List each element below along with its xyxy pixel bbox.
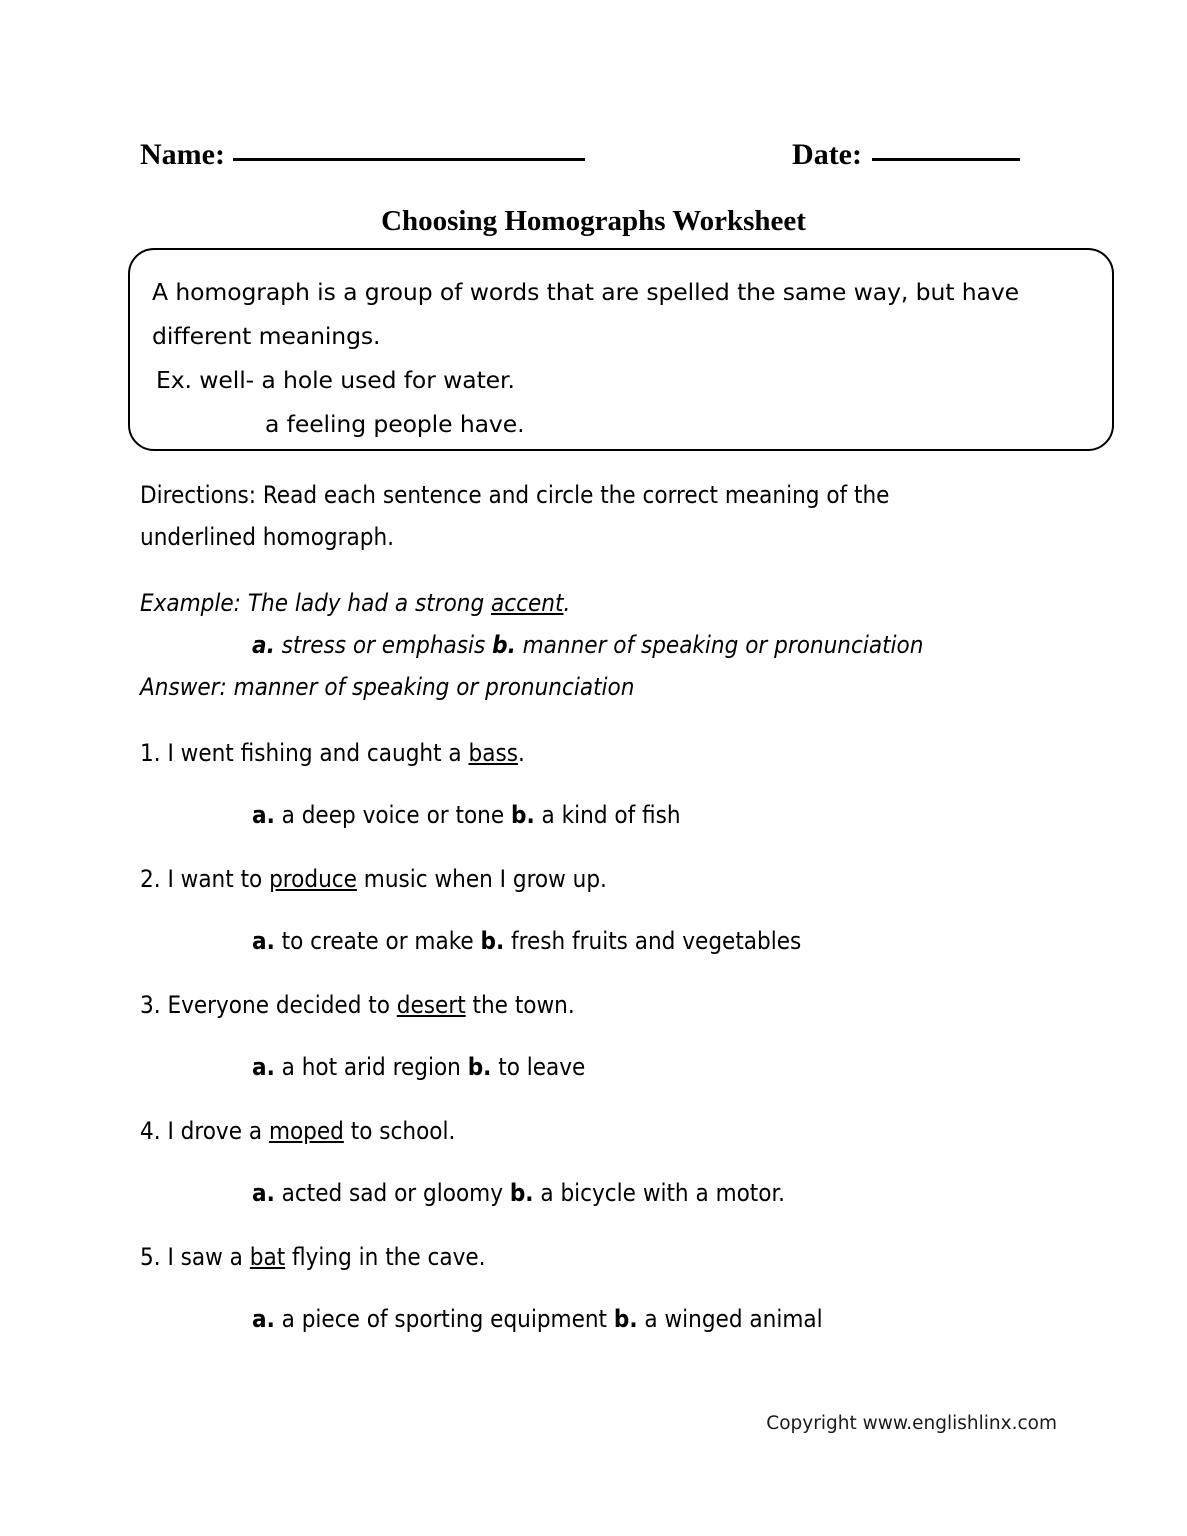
question-4-stem (140, 1110, 1100, 1152)
example-answer: Answer: manner of speaking or pronunciation (140, 673, 635, 701)
question-3-stem (140, 984, 1100, 1026)
question-1-number: 1. (140, 739, 161, 767)
example-choice-b-text[interactable]: manner of speaking or pronunciation (515, 631, 924, 659)
question-3-number: 3. (140, 991, 161, 1019)
example-choice-a-marker[interactable]: a. (252, 631, 275, 659)
question-4-choice-b-marker[interactable]: b. (509, 1179, 534, 1207)
question-3-underlined-word: desert (396, 991, 466, 1019)
question-5-text-after: flying in the cave. (285, 1243, 486, 1271)
question-2-choices (140, 920, 1100, 962)
question-5-choice-b-marker[interactable]: b. (613, 1305, 638, 1333)
directions-block (140, 474, 1100, 558)
question-5-stem (140, 1236, 1100, 1278)
question-2-text-before: I want to (160, 865, 270, 893)
question-3-choices (140, 1046, 1100, 1088)
question-1-choices (140, 794, 1100, 836)
name-blank-line[interactable] (233, 158, 585, 161)
question-2 (140, 858, 1100, 962)
question-5-choices (140, 1298, 1100, 1340)
example-block (140, 582, 1100, 708)
question-1-choice-a-text[interactable]: a deep voice or tone (274, 801, 512, 829)
question-5-choice-a-marker[interactable]: a. (252, 1305, 275, 1333)
date-blank-line[interactable] (872, 158, 1020, 161)
question-4-choice-b-text[interactable]: a bicycle with a motor. (533, 1179, 785, 1207)
question-4-choice-a-marker[interactable]: a. (252, 1179, 275, 1207)
question-4-choice-a-text[interactable]: acted sad or gloomy (274, 1179, 510, 1207)
question-4-text-after: to school. (343, 1117, 456, 1145)
question-3 (140, 984, 1100, 1088)
question-1-choice-b-text[interactable]: a kind of fish (534, 801, 681, 829)
question-2-choice-b-marker[interactable]: b. (480, 927, 505, 955)
question-5-text-before: I saw a (160, 1243, 250, 1271)
question-2-underlined-word: produce (269, 865, 357, 893)
question-2-text-after: music when I grow up. (356, 865, 607, 893)
question-3-choice-b-marker[interactable]: b. (467, 1053, 492, 1081)
question-1-text-before: I went fishing and caught a (160, 739, 469, 767)
question-2-choice-a-marker[interactable]: a. (252, 927, 275, 955)
question-4-text-before: I drove a (160, 1117, 269, 1145)
question-2-choice-a-text[interactable]: to create or make (274, 927, 481, 955)
example-sentence-before: The lady had a strong (240, 589, 492, 617)
example-underlined-word: accent (491, 589, 564, 617)
copyright-notice: Copyright www.englishlinx.com (766, 1413, 1057, 1434)
student-info-header (140, 138, 1020, 184)
question-5 (140, 1236, 1100, 1340)
example-choices (140, 624, 1100, 666)
page-title: Choosing Homographs Worksheet (381, 205, 806, 237)
question-4-choices (140, 1172, 1100, 1214)
directions-line-2: underlined homograph. (140, 523, 394, 551)
question-3-choice-a-marker[interactable]: a. (252, 1053, 275, 1081)
question-3-choice-b-text[interactable]: to leave (491, 1053, 586, 1081)
question-2-stem (140, 858, 1100, 900)
question-4-underlined-word: moped (268, 1117, 344, 1145)
question-5-underlined-word: bat (249, 1243, 286, 1271)
definition-line-2: different meanings. (152, 322, 381, 350)
question-1-choice-b-marker[interactable]: b. (511, 801, 535, 829)
definition-line-1: A homograph is a group of words that are spelled the same way, but have (152, 278, 1019, 306)
question-3-text-after: the town. (465, 991, 575, 1019)
question-2-number: 2. (140, 865, 161, 893)
name-label: Name: (140, 138, 225, 171)
definition-example-line-1: Ex. well- a hole used for water. (156, 366, 515, 394)
question-3-text-before: Everyone decided to (160, 991, 397, 1019)
example-choice-a-text[interactable]: stress or emphasis (274, 631, 493, 659)
definition-example-line-2: a feeling people have. (265, 410, 525, 438)
question-1-underlined-word: bass (468, 739, 518, 767)
question-2-choice-b-text[interactable]: fresh fruits and vegetables (504, 927, 802, 955)
definition-box (128, 248, 1114, 451)
question-1-stem (140, 732, 1100, 774)
question-4 (140, 1110, 1100, 1214)
question-5-choice-a-text[interactable]: a piece of sporting equipment (274, 1305, 614, 1333)
example-sentence (140, 582, 1100, 624)
question-1-text-after: . (517, 739, 525, 767)
question-5-choice-b-text[interactable]: a winged animal (637, 1305, 823, 1333)
question-5-number: 5. (140, 1243, 161, 1271)
question-1 (140, 732, 1100, 836)
example-label: Example: (140, 589, 241, 617)
example-choice-b-marker[interactable]: b. (492, 631, 516, 659)
date-label: Date: (792, 138, 862, 171)
question-4-number: 4. (140, 1117, 161, 1145)
example-sentence-after: . (563, 589, 571, 617)
question-3-choice-a-text[interactable]: a hot arid region (274, 1053, 468, 1081)
question-1-choice-a-marker[interactable]: a. (252, 801, 275, 829)
directions-line-1: Directions: Read each sentence and circle the correct meaning of the (140, 481, 890, 509)
